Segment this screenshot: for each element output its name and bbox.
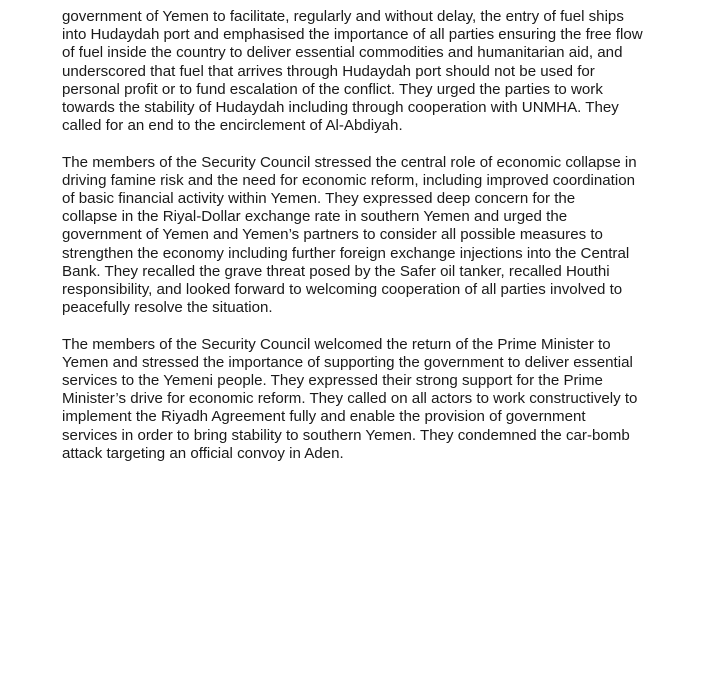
document-body xyxy=(62,8,680,481)
paragraph-prime-minister xyxy=(62,336,680,463)
paragraph-economic-collapse xyxy=(62,154,680,318)
text-line: responsibility, and looked forward to welcoming cooperation of all parties involved to xyxy=(62,281,623,299)
text-line: implement the Riyadh Agreement fully and enable the provision of government xyxy=(62,408,586,426)
text-line: driving famine risk and the need for economic reform, including improved coordination xyxy=(62,171,636,189)
text-line: services in order to bring stability to southern Yemen. They condemned the car-bomb xyxy=(62,426,630,444)
text-line: Bank. They recalled the grave threat posed by the Safer oil tanker, recalled Houthi xyxy=(62,262,610,280)
text-line: of basic financial activity within Yemen. They expressed deep concern for the xyxy=(62,190,576,208)
text-line: The members of the Security Council stressed the central role of economic collapse in xyxy=(62,153,637,171)
text-line: of fuel inside the country to deliver essential commodities and humanitarian aid, and xyxy=(62,44,623,62)
text-line: collapse in the Riyal-Dollar exchange rate in southern Yemen and urged the xyxy=(62,208,568,226)
text-line: attack targeting an official convoy in Aden. xyxy=(62,444,344,462)
text-line: peacefully resolve the situation. xyxy=(62,299,273,317)
text-line: called for an end to the encirclement of Al-Abdiyah. xyxy=(62,117,403,135)
text-line: Yemen and stressed the importance of supporting the government to deliver essential xyxy=(62,353,633,371)
text-line: services to the Yemeni people. They expressed their strong support for the Prime xyxy=(62,372,603,390)
paragraph-fuel-hudaydah xyxy=(62,8,680,135)
text-line: underscored that fuel that arrives through Hudaydah port should not be used for xyxy=(62,62,595,80)
text-line: The members of the Security Council welcomed the return of the Prime Minister to xyxy=(62,335,611,353)
text-line: Minister’s drive for economic reform. They called on all actors to work constructively to xyxy=(62,390,638,408)
text-line: into Hudaydah port and emphasised the importance of all parties ensuring the free flow xyxy=(62,26,643,44)
text-line: personal profit or to fund escalation of the conflict. They urged the parties to work xyxy=(62,80,603,98)
text-line: government of Yemen and Yemen’s partners to consider all possible measures to xyxy=(62,226,603,244)
text-line: strengthen the economy including further foreign exchange injections into the Central xyxy=(62,244,630,262)
text-line: government of Yemen to facilitate, regularly and without delay, the entry of fuel ships xyxy=(62,8,624,25)
text-line: towards the stability of Hudaydah including through cooperation with UNMHA. They xyxy=(62,99,619,117)
